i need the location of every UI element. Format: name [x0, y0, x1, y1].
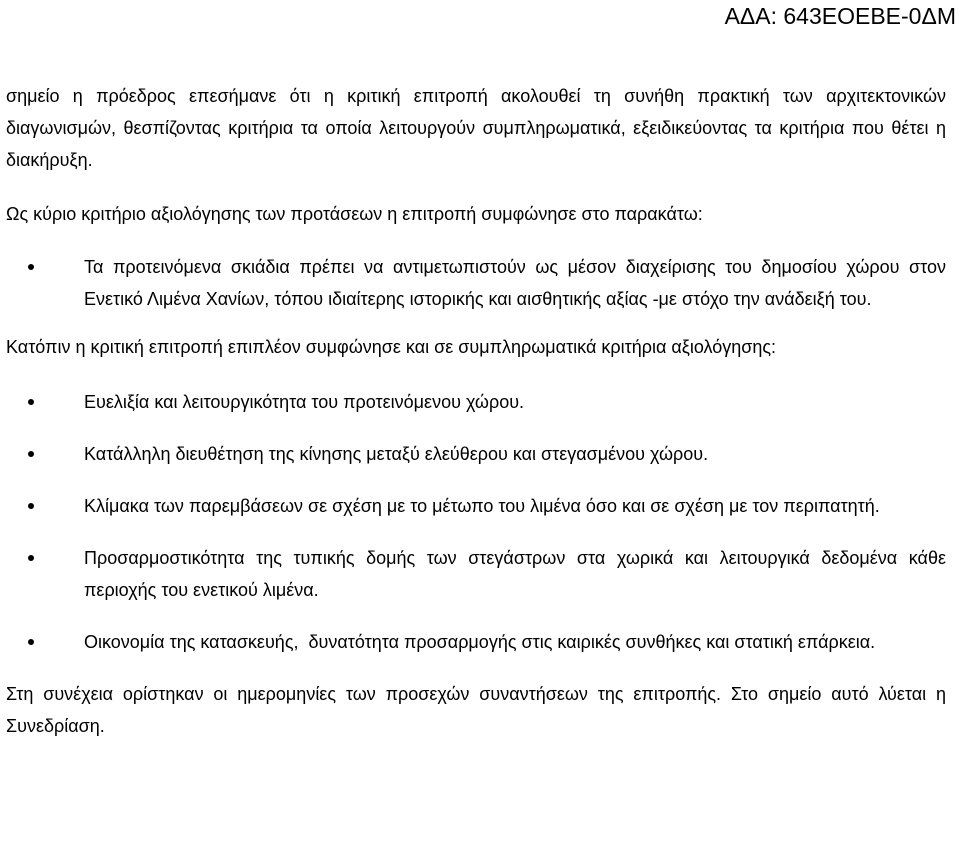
ada-code: ΑΔΑ: 643ΕΟΕΒΕ-0ΔΜ — [724, 3, 956, 29]
list-item-text: Ευελιξία και λειτουργικότητα του προτεινόμενου χώρου. — [84, 392, 525, 412]
list-item — [6, 626, 946, 658]
main-criteria-list — [6, 251, 946, 315]
bullet-icon — [28, 503, 34, 509]
list-item-text: Οικονομία της κατασκευής, δυνατότητα προσαρμογής στις καιρικές συνθήκες και στατική επάρκεια. — [84, 632, 876, 652]
list-item — [6, 251, 946, 315]
supplementary-criteria-list — [6, 386, 946, 658]
bullet-icon — [28, 639, 34, 645]
bullet-icon — [28, 451, 34, 457]
list-item — [6, 438, 946, 470]
bullet-icon — [28, 555, 34, 561]
list-item-text: Τα προτεινόμενα σκιάδια πρέπει να αντιμετωπιστούν ως μέσον διαχείρισης του δημοσίου χώρου στον Ενετικό Λιμένα Χανίων, τόπου ιδιαίτερης ιστορικής και αισθητικής αξίας -με στόχο την ανάδειξή του. — [84, 257, 946, 309]
document-body — [6, 80, 946, 742]
list-item-text: Κατάλληλη διευθέτηση της κίνησης μεταξύ ελεύθερου και στεγασμένου χώρου. — [84, 444, 709, 464]
paragraph-supplementary-intro: Κατόπιν η κριτική επιτροπή επιπλέον συμφώνησε και σε συμπληρωματικά κριτήρια αξιολόγησης: — [6, 337, 777, 357]
bullet-icon — [28, 399, 34, 405]
list-item — [6, 542, 946, 606]
bullet-icon — [28, 264, 34, 270]
list-item-text: Κλίμακα των παρεμβάσεων σε σχέση με το μέτωπο του λιμένα όσο και σε σχέση με τον περιπατητή. — [84, 496, 880, 516]
list-item — [6, 490, 946, 522]
list-item — [6, 386, 946, 418]
paragraph-main-criterion-intro: Ως κύριο κριτήριο αξιολόγησης των προτάσεων η επιτροπή συμφώνησε στο παρακάτω: — [6, 204, 703, 224]
paragraph-intro: σημείο η πρόεδρος επεσήμανε ότι η κριτική επιτροπή ακολουθεί τη συνήθη πρακτική των αρχιτεκτονικών διαγωνισμών, θεσπίζοντας κριτήρια τα οποία λειτουργούν συμπληρωματικά, εξειδικεύοντας τα κριτήρια που θέτει η διακήρυξη. — [6, 86, 946, 170]
list-item-text: Προσαρμοστικότητα της τυπικής δομής των στεγάστρων στα χωρικά και λειτουργικά δεδομένα κάθε περιοχής του ενετικού λιμένα. — [84, 548, 946, 600]
paragraph-closing: Στη συνέχεια ορίστηκαν οι ημερομηνίες των προσεχών συναντήσεων της επιτροπής. Στο σημείο αυτό λύεται η Συνεδρίαση. — [6, 684, 946, 736]
